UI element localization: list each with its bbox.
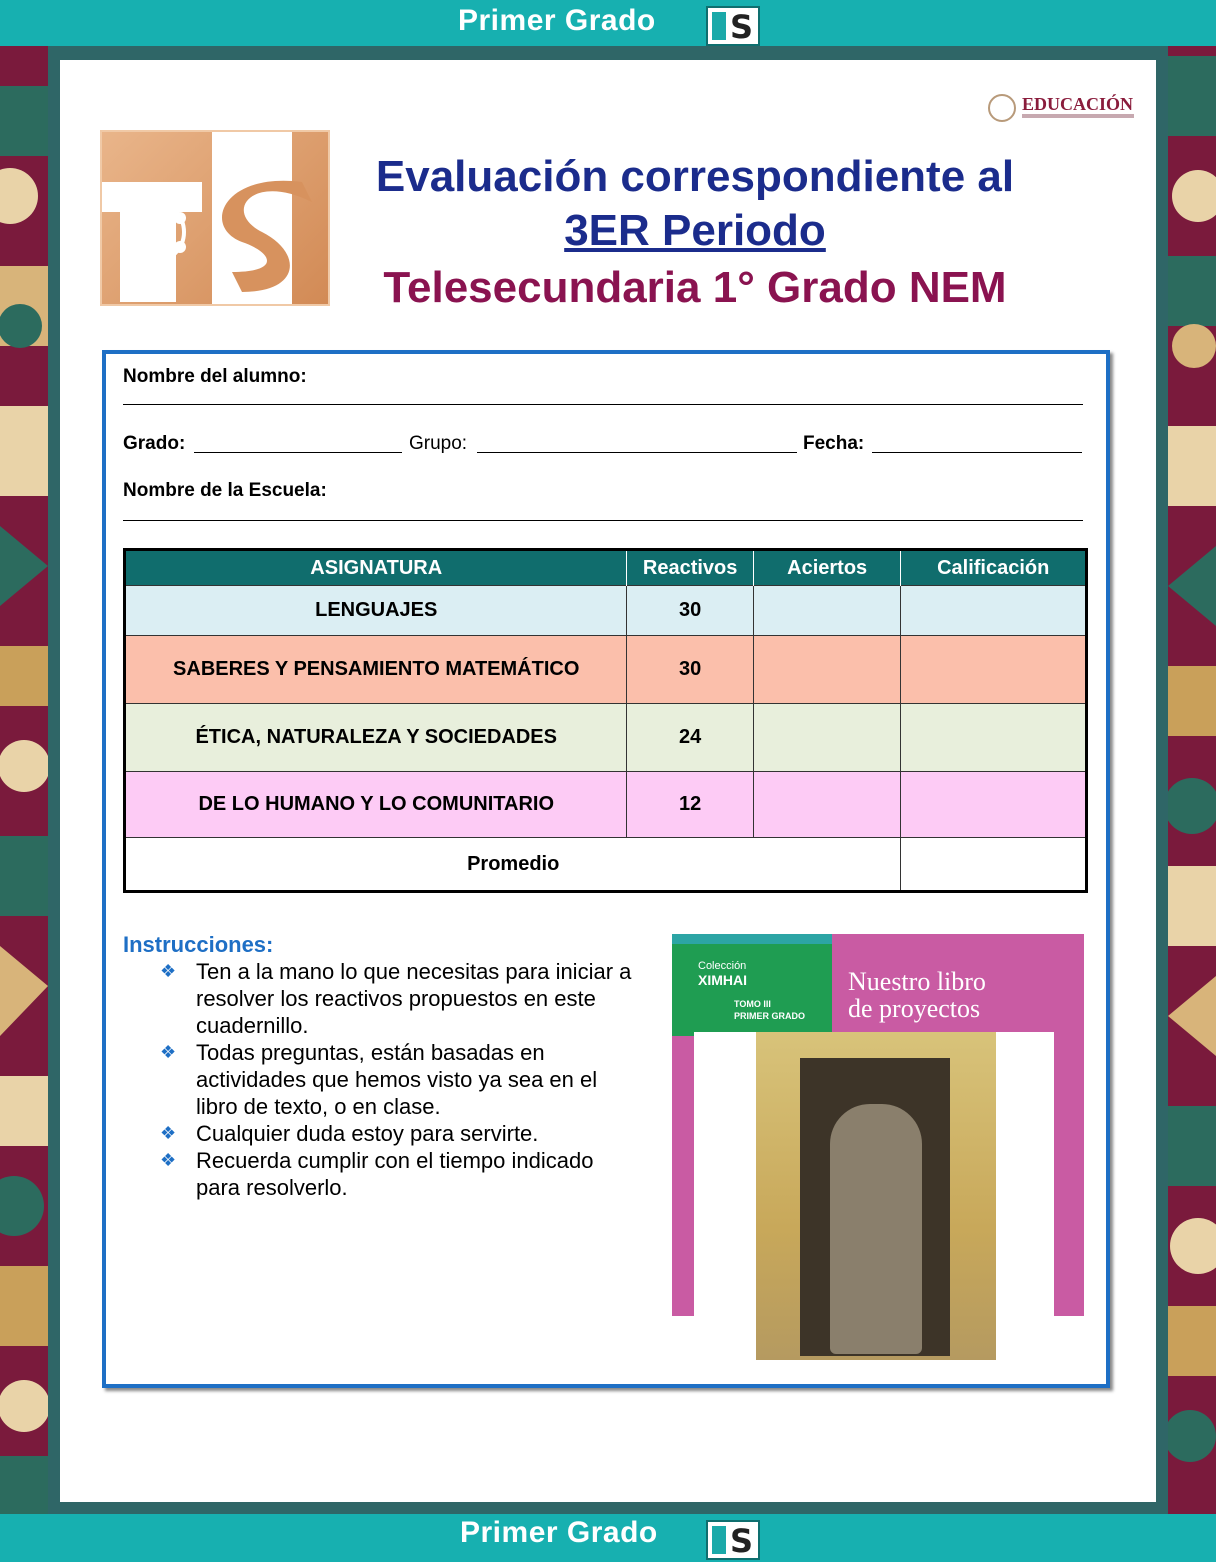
ts-logo-icon: S <box>706 6 760 46</box>
instructions-list <box>160 958 640 1201</box>
table-header-row <box>125 550 1087 586</box>
diamond-bullet-icon: ❖ <box>160 1150 177 1170</box>
left-pattern-border <box>0 46 48 1514</box>
table-row <box>125 636 1087 704</box>
average-row <box>125 838 1087 892</box>
items-cell: 30 <box>627 636 753 704</box>
table-row <box>125 772 1087 838</box>
table-row <box>125 704 1087 772</box>
correct-cell[interactable] <box>753 704 901 772</box>
subject-cell: LENGUAJES <box>125 586 627 636</box>
correct-cell[interactable] <box>753 772 901 838</box>
book-cover-image <box>672 934 1084 1316</box>
date-line[interactable] <box>872 452 1082 453</box>
header-correct: Aciertos <box>753 550 901 586</box>
title-line-3: Telesecundaria 1° Grado NEM <box>383 263 1007 312</box>
group-label: Grupo: <box>409 433 468 454</box>
seal-icon <box>988 94 1016 122</box>
instructions-title: Instrucciones: <box>123 932 274 957</box>
diamond-bullet-icon: ❖ <box>160 1042 177 1062</box>
items-cell: 12 <box>627 772 753 838</box>
cover-collection-label: Colección <box>698 960 747 972</box>
average-label: Promedio <box>125 838 901 892</box>
table-row <box>125 586 1087 636</box>
title-line-1: Evaluación correspondiente al <box>375 152 1015 201</box>
cover-volume: TOMO III PRIMER GRADO <box>734 999 806 1021</box>
diamond-bullet-icon: ❖ <box>160 961 177 981</box>
school-name-line[interactable] <box>123 520 1083 521</box>
list-item: ❖ Todas preguntas, están basadas en actividades que hemos visto ya sea en el libro de texto, o en clase. <box>160 1040 598 1119</box>
diamond-bullet-icon: ❖ <box>160 1123 177 1143</box>
list-item: ❖ Recuerda cumplir con el tiempo indicado para resolverlo. <box>160 1148 594 1200</box>
header-items: Reactivos <box>627 550 753 586</box>
header-subject: ASIGNATURA <box>125 550 627 586</box>
grade-cell[interactable] <box>901 772 1087 838</box>
correct-cell[interactable] <box>753 586 901 636</box>
banner-title: Primer Grado <box>458 4 656 37</box>
school-name-label: Nombre de la Escuela: <box>123 480 327 501</box>
banner-title: Primer Grado <box>460 1516 658 1549</box>
telesecundaria-logo-icon <box>100 130 330 306</box>
grade-label: Grado: <box>123 433 186 454</box>
cover-title: Nuestro libro de proyectos <box>848 967 986 1023</box>
top-banner <box>0 0 1216 46</box>
correct-cell[interactable] <box>753 636 901 704</box>
grades-table <box>123 548 1088 893</box>
items-cell: 24 <box>627 704 753 772</box>
student-name-label: Nombre del alumno: <box>123 366 307 387</box>
grade-cell[interactable] <box>901 704 1087 772</box>
cover-collection-name: XIMHAI <box>698 972 747 988</box>
grade-cell[interactable] <box>901 636 1087 704</box>
student-name-line[interactable] <box>123 404 1083 405</box>
list-item: ❖ Ten a la mano lo que necesitas para iniciar a resolver los reactivos propuestos en este cuadernillo. <box>160 959 632 1038</box>
subject-cell: DE LO HUMANO Y LO COMUNITARIO <box>125 772 627 838</box>
items-cell: 30 <box>627 586 753 636</box>
seated-figure-icon <box>830 1104 922 1354</box>
title-line-2: 3ER Periodo <box>564 206 826 255</box>
bottom-banner <box>0 1514 1216 1562</box>
ts-logo-icon: S <box>706 1520 760 1560</box>
grade-line[interactable] <box>194 452 402 453</box>
subject-cell: SABERES Y PENSAMIENTO MATEMÁTICO <box>125 636 627 704</box>
header-grade: Calificación <box>901 550 1087 586</box>
average-cell[interactable] <box>901 838 1087 892</box>
page-title <box>340 150 1050 318</box>
subject-cell: ÉTICA, NATURALEZA Y SOCIEDADES <box>125 704 627 772</box>
date-label: Fecha: <box>803 433 865 454</box>
right-pattern-border <box>1168 46 1216 1514</box>
group-line[interactable] <box>477 452 797 453</box>
list-item: ❖ Cualquier duda estoy para servirte. <box>160 1121 539 1146</box>
grade-cell[interactable] <box>901 586 1087 636</box>
